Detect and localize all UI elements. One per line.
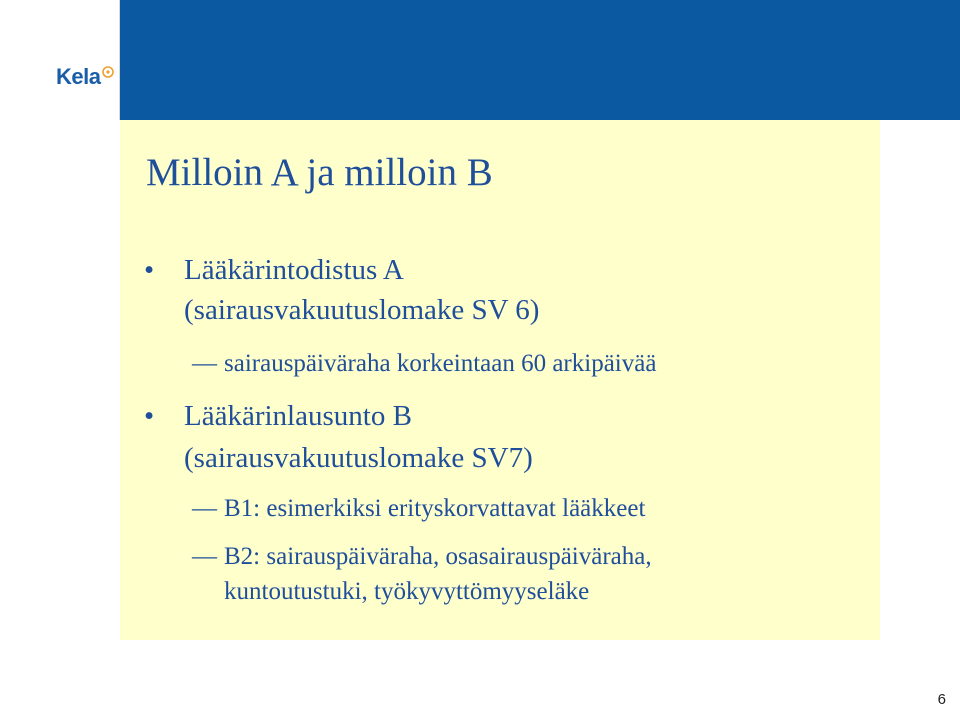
dash-icon: —	[192, 350, 217, 377]
sub-bullet-text: kuntoutustuki, työkyvyttömyyseläke	[224, 578, 590, 605]
bullet-text: (sairausvakuutuslomake SV 6)	[184, 294, 540, 326]
sub-bullet-text: B2: sairauspäiväraha, osasairauspäiväraha,	[224, 543, 652, 570]
dash-icon: —	[192, 495, 217, 522]
logo-area	[0, 0, 120, 120]
slide-title: Milloin A ja milloin B	[146, 151, 493, 194]
bullet-text: Lääkärinlausunto B	[184, 400, 412, 432]
kela-logo: Kela	[56, 64, 101, 89]
bullet-dot-icon: •	[144, 400, 155, 432]
kela-logo-mark-icon	[102, 66, 114, 78]
sub-bullet-text: sairauspäiväraha korkeintaan 60 arkipäivää	[224, 350, 657, 377]
dash-icon: —	[192, 543, 217, 570]
bullet-text: Lääkärintodistus A	[184, 254, 404, 286]
page-number: 6	[937, 691, 946, 708]
sub-bullet-text: B1: esimerkiksi erityskorvattavat lääkkeet	[224, 495, 646, 522]
bullet-text: (sairausvakuutuslomake SV7)	[184, 442, 533, 474]
bullet-dot-icon: •	[144, 254, 155, 286]
header-bar	[120, 0, 960, 120]
